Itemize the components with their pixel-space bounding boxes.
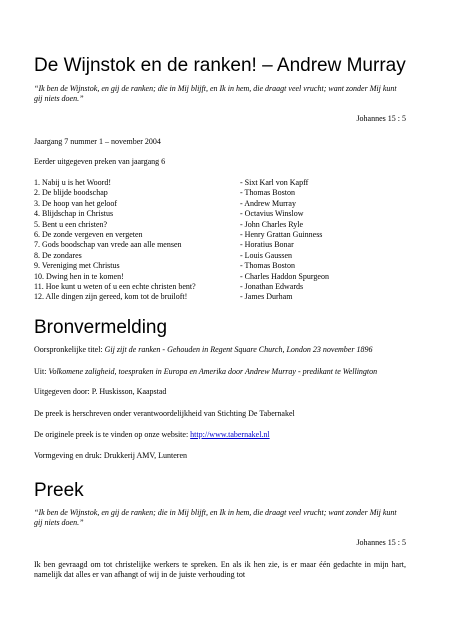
sermon-title: 4. Blijdschap in Christus [34,209,114,219]
sermon-author: - Jonathan Edwards [240,282,304,292]
website-text: De originele preek is te vinden op onze website: [34,430,191,439]
scripture-reference: Johannes 15 : 5 [356,114,406,123]
previous-sermons-label: Eerder uitgegeven preken van jaargang 6 [34,157,166,166]
source-publisher: Uitgegeven door: P. Huskisson, Kaapstad [34,387,167,396]
scripture-reference-2: Johannes 15 : 5 [356,538,406,547]
sermon-author: - John Charles Ryle [240,219,304,229]
scripture-quote-2: “Ik ben de Wijnstok, en gij de ranken; die in Mij blijft, en Ik in hem, die draagt veel vrucht; want zonder Mij kunt gij niets doen.” [34,508,397,527]
source-from [34,367,406,377]
sermon-author: - Andrew Murray [240,198,296,208]
sermon-list-item [34,292,329,302]
sermon-title: 6. De zonde vergeven en vergeten [34,230,143,240]
sermon-list [34,178,329,303]
sermon-list-item [34,220,329,230]
sermon-author: - James Durham [240,292,293,302]
printing-note: Vormgeving en druk: Drukkerij AMV, Lunteren [34,451,188,460]
sermon-title: 8. De zondares [34,250,82,260]
section-heading-sermon: Preek [34,480,84,501]
sermon-author: - Charles Haddon Spurgeon [240,271,329,281]
sermon-title: 9. Vereniging met Christus [34,261,120,271]
source-original-label: Oorspronkelijke titel: [34,345,105,354]
website-line [34,430,406,440]
sermon-list-item [34,240,329,250]
sermon-title: 10. Dwing hen in te komen! [34,271,124,281]
sermon-list-item [34,178,329,188]
sermon-title: 2. De blijde boodschap [34,188,108,198]
sermon-title: 12. Alle dingen zijn gereed, kom tot de bruiloft! [34,292,188,302]
source-from-label: Uit: [34,367,49,376]
sermon-list-item [34,261,329,271]
sermon-author: - Sixt Karl von Kapff [240,178,309,187]
sermon-body-paragraph: Ik ben gevraagd om tot christelijke werkers te spreken. En als ik hen zie, is er maar één gedachte in mijn hart, namelijk dat alles er van afhangt of wij in de juiste verhouding tot [34,560,406,579]
sermon-list-item [34,209,329,219]
issue-line: Jaargang 7 nummer 1 – november 2004 [34,137,161,146]
sermon-list-item [34,282,329,292]
sermon-title: 5. Bent u een christen? [34,219,108,229]
source-original-title: Gij zijt de ranken - Gehouden in Regent Square Church, London 23 november 1896 [104,345,373,354]
sermon-author: - Horatius Bonar [240,240,294,250]
sermon-title: 11. Hoe kunt u weten of u een echte christen bent? [34,282,196,292]
sermon-title: 7. Gods boodschap van vrede aan alle mensen [34,240,182,250]
website-link[interactable]: http://www.tabernakel.nl [190,430,270,439]
document-title: De Wijnstok en de ranken! – Andrew Murray [34,55,406,76]
section-heading-source: Bronvermelding [34,317,168,338]
sermon-author: - Louis Gaussen [240,250,292,260]
scripture-quote: “Ik ben de Wijnstok, en gij de ranken; die in Mij blijft, en Ik in hem, die draagt veel vrucht; want zonder Mij kunt gij niets doen.” [34,84,397,103]
sermon-author: - Henry Grattan Guinness [240,230,323,240]
sermon-list-item [34,188,329,198]
sermon-list-item [34,251,329,261]
sermon-list-item [34,272,329,282]
sermon-author: - Thomas Boston [240,261,295,271]
sermon-title: 3. De hoop van het geloof [34,198,118,208]
sermon-author: - Octavius Winslow [240,209,304,219]
sermon-list-item [34,199,329,209]
source-from-title: Volkomene zaligheid, toespraken in Europa en Amerika door Andrew Murray - predikant te Wellington [48,367,378,376]
rewritten-note: De preek is herschreven onder verantwoordelijkheid van Stichting De Tabernakel [34,409,295,418]
sermon-title: 1. Nabij u is het Woord! [34,178,111,187]
sermon-list-item [34,230,329,240]
sermon-author: - Thomas Boston [240,188,295,198]
source-original [34,345,406,355]
